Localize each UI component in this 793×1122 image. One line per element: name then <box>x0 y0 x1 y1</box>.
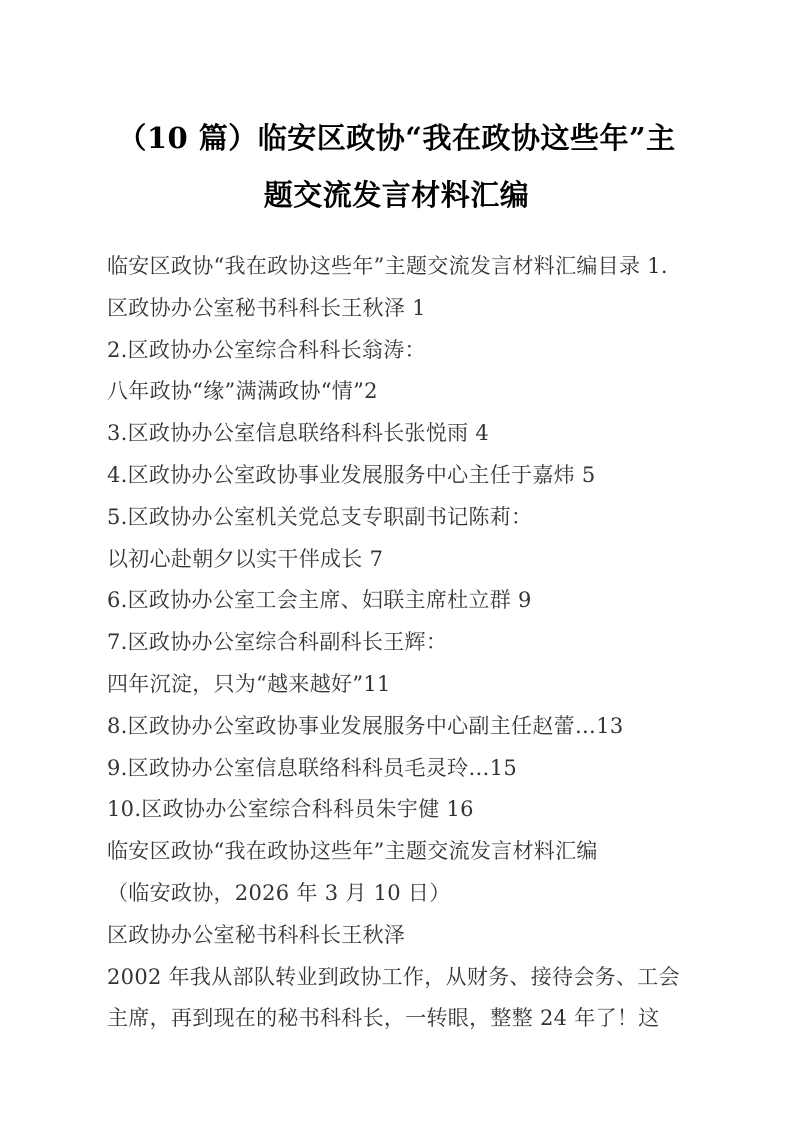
text-line: 4.区政协办公室政协事业发展服务中心主任于嘉炜 5 <box>107 462 596 487</box>
text-line: 6.区政协办公室工会主席、妇联主席杜立群 9 <box>107 588 532 613</box>
text-line: 八年政协“缘”满满政协“情”2 <box>107 379 378 404</box>
text-line: （临安政协，2026 年 3 月 10 日） <box>107 880 451 905</box>
text-line: 以初心赴朝夕以实干伴成长 7 <box>107 546 384 571</box>
text-line: 2.区政协办公室综合科科长翁涛： <box>107 337 426 362</box>
text-line: 10.区政协办公室综合科科员朱宇健 16 <box>107 797 474 822</box>
document-title: （10 篇）临安区政协“我在政协这些年”主题交流发言材料汇编 <box>117 121 676 212</box>
text-line: 主席，再到现在的秘书科科长，一转眼，整整 24 年了！这 <box>107 1006 660 1031</box>
text-line: 9.区政协办公室信息联络科科员毛灵玲…15 <box>107 755 518 780</box>
text-line: 临安区政协“我在政协这些年”主题交流发言材料汇编 <box>107 839 598 864</box>
text-line: 7.区政协办公室综合科副科长王辉： <box>107 630 448 655</box>
text-line: 四年沉淀，只为“越来越好”11 <box>107 671 391 696</box>
text-line: 临安区政协“我在政协这些年”主题交流发言材料汇编目录 1. <box>107 254 668 278</box>
text-line: 2002 年我从部队转业到政协工作，从财务、接待会务、工会 <box>107 964 680 989</box>
text-line: 8.区政协办公室政协事业发展服务中心副主任赵蕾…13 <box>107 713 624 738</box>
text-line: 5.区政协办公室机关党总支专职副书记陈莉： <box>107 504 533 529</box>
text-line: 区政协办公室秘书科科长王秋泽 1 <box>107 295 426 320</box>
text-line: 区政协办公室秘书科科长王秋泽 <box>107 922 406 947</box>
document-body <box>0 246 793 1040</box>
text-line: 3.区政协办公室信息联络科科长张悦雨 4 <box>107 421 490 446</box>
